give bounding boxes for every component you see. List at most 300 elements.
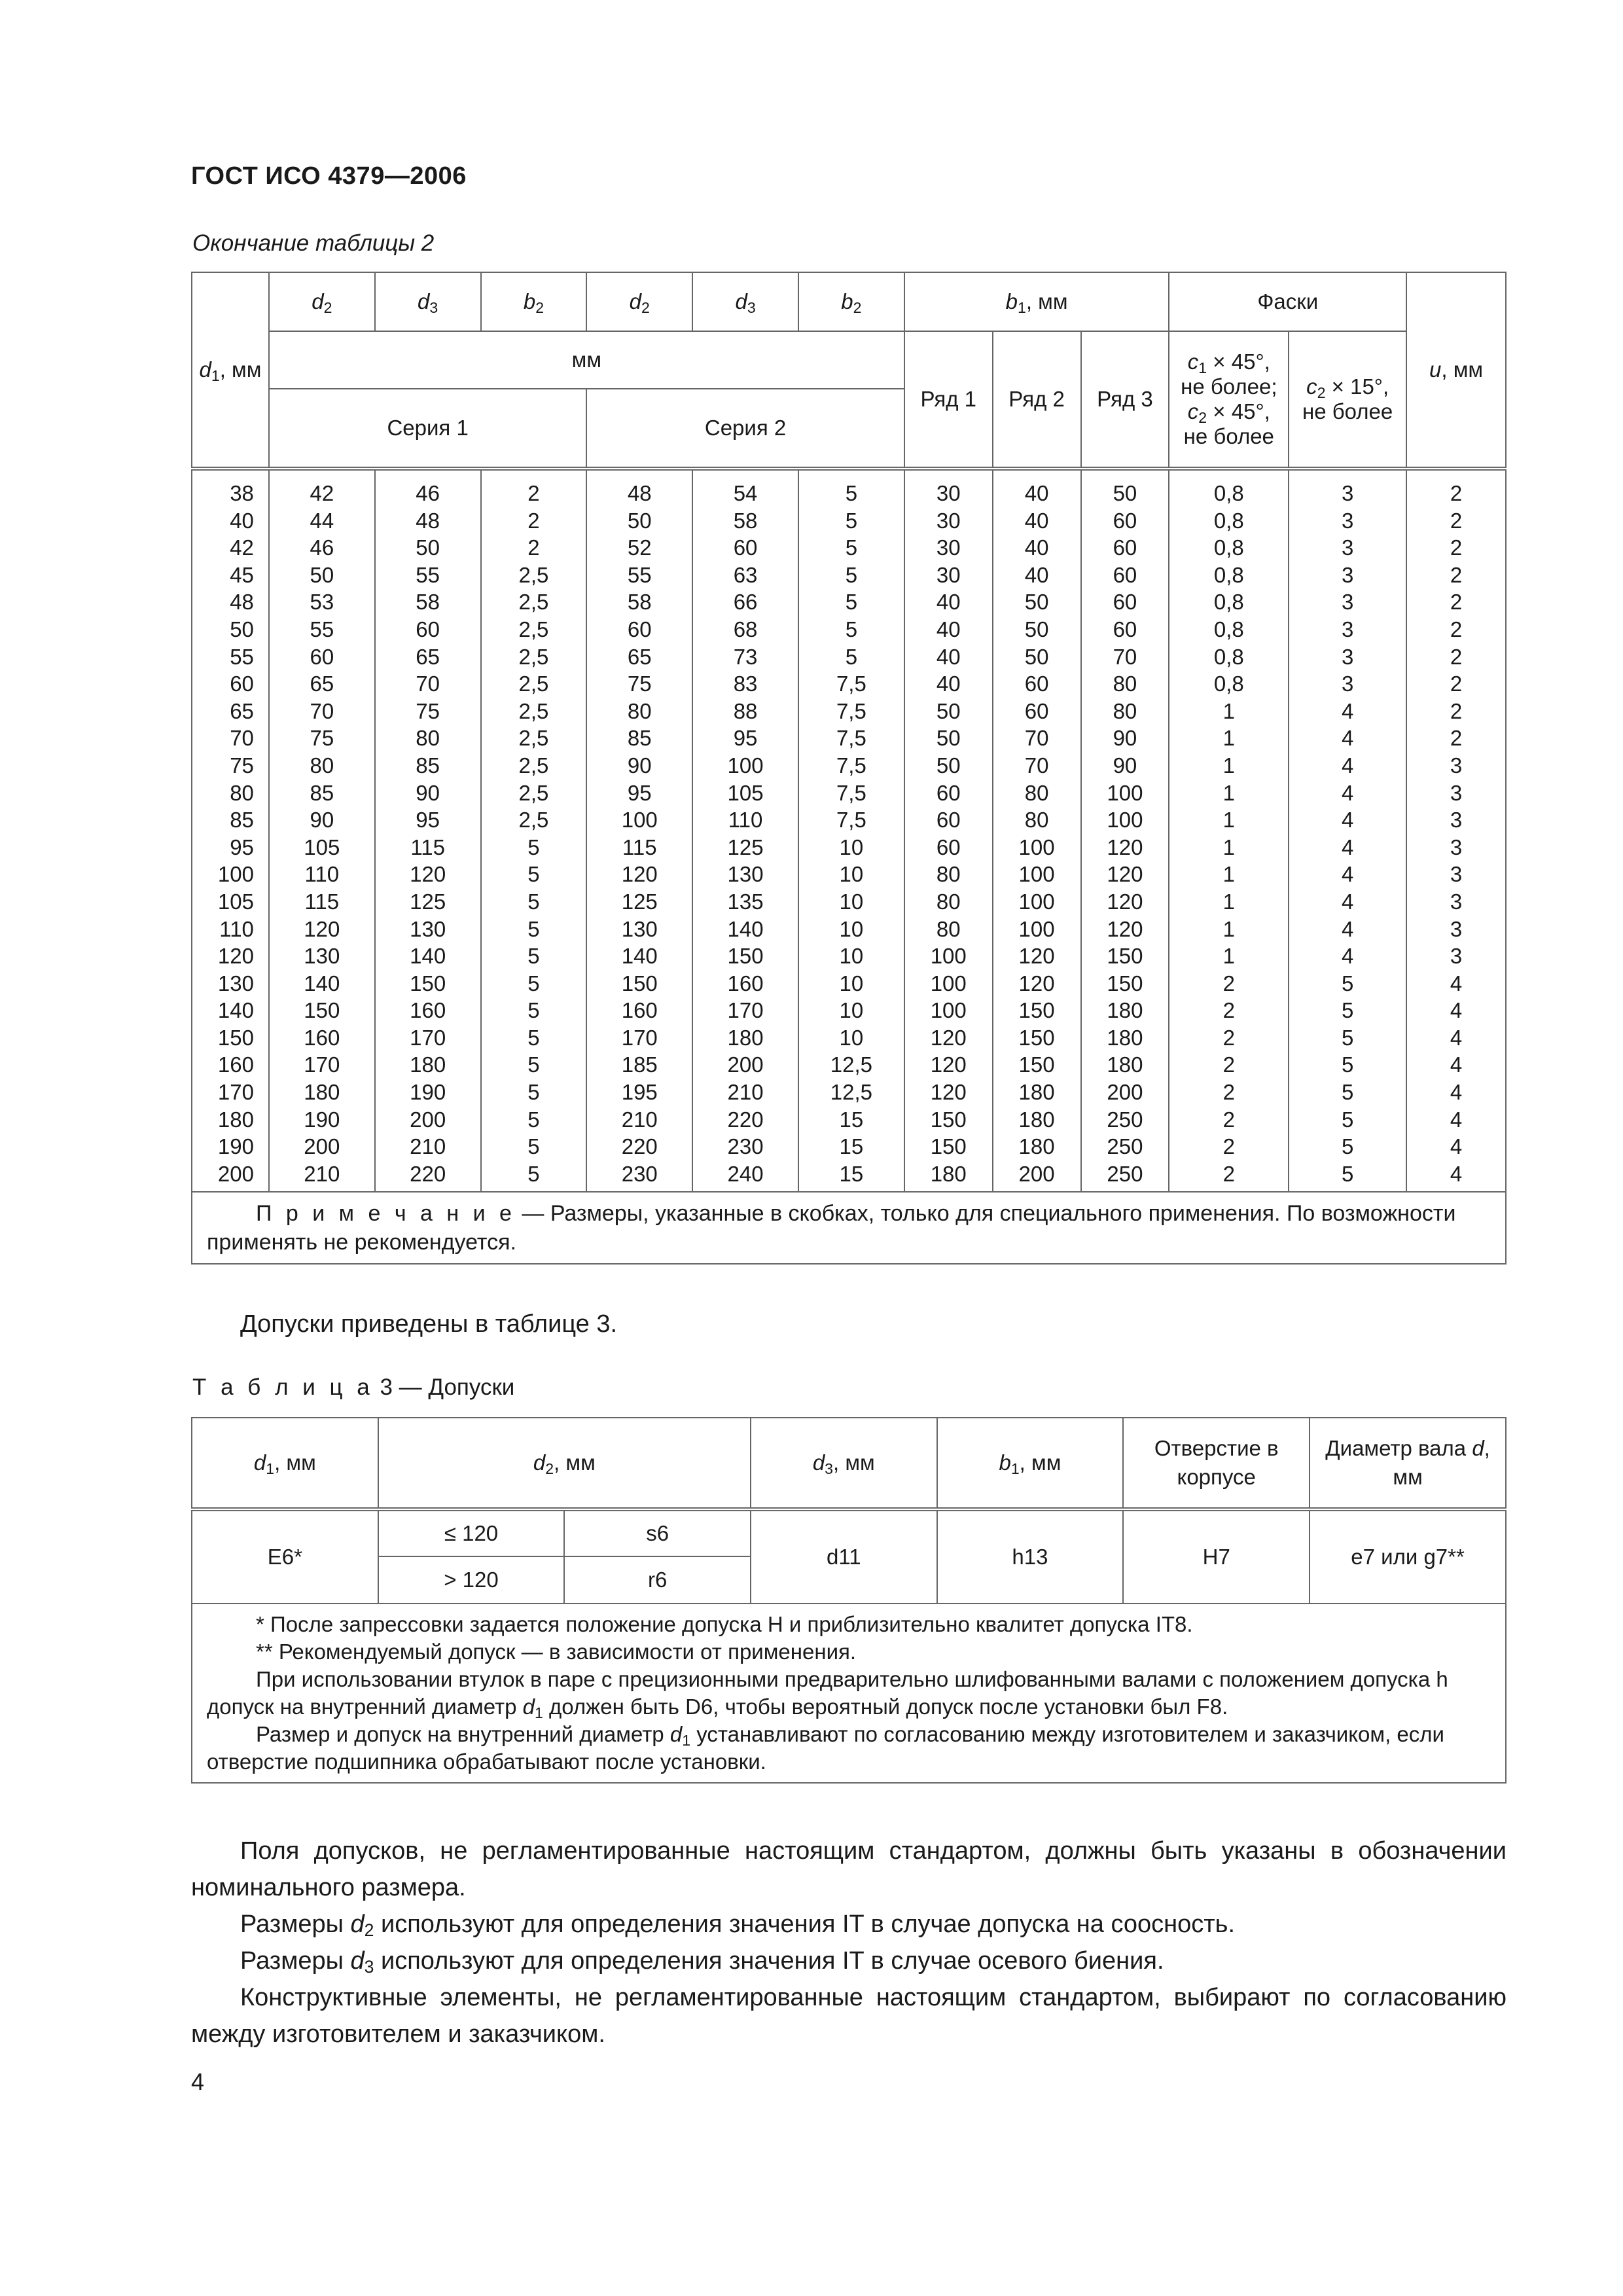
cell-u-11: 3 xyxy=(1450,780,1463,805)
cell-d2-s1-23: 190 xyxy=(304,1107,340,1132)
cell-c15-13: 4 xyxy=(1341,834,1354,859)
cell-d3-s1-9: 80 xyxy=(416,726,440,751)
cell-c15-18: 5 xyxy=(1341,971,1354,996)
cell-u-17: 3 xyxy=(1450,944,1463,969)
cell-c15-0: 3 xyxy=(1341,481,1354,505)
cell-b1-r2-17: 120 xyxy=(1018,944,1055,969)
cell-b1-r1-7: 40 xyxy=(936,672,961,696)
cell-u-2: 2 xyxy=(1450,535,1463,560)
cell-c45-20: 2 xyxy=(1222,1025,1235,1050)
cell-d2-s1-11: 85 xyxy=(310,780,334,805)
cell-b1-r2-12: 80 xyxy=(1024,808,1049,833)
cell-d2-s2-6: 65 xyxy=(627,644,652,669)
cell-d1-2: 42 xyxy=(230,535,254,560)
cell-u-12: 3 xyxy=(1450,808,1463,833)
cell-c15-12: 4 xyxy=(1341,808,1354,833)
cell-u-16: 3 xyxy=(1450,916,1463,941)
cell-u-19: 4 xyxy=(1450,998,1463,1023)
cell-d1-4: 48 xyxy=(230,590,254,615)
t3-header-b1: $b_1$, мм xyxy=(937,1418,1124,1509)
cell-u-23: 4 xyxy=(1450,1107,1463,1132)
cell-b1-r1-3: 30 xyxy=(936,562,961,587)
cell-b1-r3-12: 100 xyxy=(1107,808,1143,833)
table2-note: П р и м е ч а н и е — Размеры, указанные в скобках, только для специального применения. По возможности применять не рекомендуется. xyxy=(192,1192,1506,1264)
cell-b2-s2-2: 5 xyxy=(845,535,858,560)
cell-b1-r1-14: 80 xyxy=(936,862,961,887)
cell-b1-r3-22: 200 xyxy=(1107,1080,1143,1105)
cell-b2-s1-22: 5 xyxy=(527,1080,540,1105)
cell-b1-r2-15: 100 xyxy=(1018,889,1055,914)
cell-b2-s2-4: 5 xyxy=(845,590,858,615)
cell-c45-18: 2 xyxy=(1222,971,1235,996)
cell-b2-s1-11: 2,5 xyxy=(518,780,549,805)
paragraph-d2-usage: Размеры $d_2$ используют для определения значения IT в случае допуска на соосность. xyxy=(240,1910,1236,1940)
cell-b1-r3-7: 80 xyxy=(1113,672,1137,696)
cell-d3-s2-13: 125 xyxy=(727,834,764,859)
cell-c15-2: 3 xyxy=(1341,535,1354,560)
cell-d2-s2-7: 75 xyxy=(627,672,652,696)
t3-note-1: * После запрессовки задается положение допуска H и приблизительно квалитет допуска IT8. xyxy=(256,1612,1193,1636)
cell-d2-s2-10: 90 xyxy=(627,753,652,778)
cell-d3-s1-22: 190 xyxy=(410,1080,446,1105)
cell-c45-6: 0,8 xyxy=(1213,644,1244,669)
cell-c15-14: 4 xyxy=(1341,862,1354,887)
cell-u-4: 2 xyxy=(1450,590,1463,615)
cell-b1-r3-25: 250 xyxy=(1107,1161,1143,1186)
cell-c45-0: 0,8 xyxy=(1213,481,1244,505)
cell-c45-13: 1 xyxy=(1222,834,1235,859)
cell-b1-r1-6: 40 xyxy=(936,644,961,669)
cell-b1-r2-0: 40 xyxy=(1024,481,1049,505)
cell-d2-s1-15: 115 xyxy=(304,889,340,914)
cell-b1-r3-2: 60 xyxy=(1113,535,1137,560)
col-d3-s1 xyxy=(375,469,481,1192)
cell-d2-s2-15: 125 xyxy=(621,889,658,914)
cell-c15-22: 5 xyxy=(1341,1080,1354,1105)
cell-b1-r3-8: 80 xyxy=(1113,698,1137,723)
cell-d2-s1-14: 110 xyxy=(304,862,340,887)
cell-b1-r1-18: 100 xyxy=(930,971,967,996)
cell-d1-19: 140 xyxy=(217,998,254,1023)
cell-c45-19: 2 xyxy=(1222,998,1235,1023)
cell-d2-s2-4: 58 xyxy=(627,590,652,615)
cell-b1-r2-18: 120 xyxy=(1018,971,1055,996)
t3-value-d2-tol1: s6 xyxy=(564,1509,751,1556)
cell-b2-s1-0: 2 xyxy=(527,481,540,505)
paragraph-tolerances-ref: Допуски приведены в таблице 3. xyxy=(240,1310,618,1338)
cell-b2-s2-7: 7,5 xyxy=(836,672,866,696)
header-b2-s2: $b_2$ xyxy=(798,272,904,331)
cell-c15-4: 3 xyxy=(1341,590,1354,615)
cell-b1-r2-13: 100 xyxy=(1018,834,1055,859)
cell-b2-s1-17: 5 xyxy=(527,944,540,969)
header-chamfer-15: $c_2 \times 15^\circ$, не более xyxy=(1289,331,1406,469)
cell-d2-s1-21: 170 xyxy=(304,1052,340,1077)
cell-d2-s2-2: 52 xyxy=(627,535,652,560)
cell-b1-r3-13: 120 xyxy=(1107,834,1143,859)
header-d1: $d_1$, мм xyxy=(192,272,269,469)
cell-b1-r2-14: 100 xyxy=(1018,862,1055,887)
cell-b2-s1-5: 2,5 xyxy=(518,617,549,641)
col-d1 xyxy=(192,469,269,1192)
t3-header-hole: Отверстие в корпусе xyxy=(1123,1418,1310,1509)
cell-d2-s2-9: 85 xyxy=(627,726,652,751)
cell-b2-s1-6: 2,5 xyxy=(518,644,549,669)
cell-c45-10: 1 xyxy=(1222,753,1235,778)
cell-c15-19: 5 xyxy=(1341,998,1354,1023)
t3-value-d2-cond1: ≤ 120 xyxy=(378,1509,565,1556)
table2-body xyxy=(192,469,1506,1192)
cell-b2-s2-12: 7,5 xyxy=(836,808,866,833)
header-series1: Серия 1 xyxy=(269,389,586,469)
cell-d1-9: 70 xyxy=(230,726,254,751)
cell-d2-s2-13: 115 xyxy=(622,834,657,859)
cell-d3-s2-15: 135 xyxy=(727,889,764,914)
cell-d3-s2-12: 110 xyxy=(728,808,763,833)
cell-b1-r3-16: 120 xyxy=(1107,916,1143,941)
col-b1-r1 xyxy=(904,469,993,1192)
cell-b2-s1-12: 2,5 xyxy=(518,808,549,833)
cell-d1-5: 50 xyxy=(230,617,254,641)
cell-c15-10: 4 xyxy=(1341,753,1354,778)
cell-d2-s2-3: 55 xyxy=(627,562,652,587)
cell-d3-s1-1: 48 xyxy=(416,508,440,533)
cell-d3-s1-16: 130 xyxy=(410,916,446,941)
t3-value-b1: h13 xyxy=(937,1509,1124,1604)
table2 xyxy=(191,272,1507,1265)
cell-c45-5: 0,8 xyxy=(1213,617,1244,641)
t3-header-d3: $d_3$, мм xyxy=(751,1418,937,1509)
cell-b2-s2-21: 12,5 xyxy=(830,1052,872,1077)
col-b1-r2 xyxy=(993,469,1081,1192)
cell-b2-s2-20: 10 xyxy=(839,1025,864,1050)
cell-d3-s2-24: 230 xyxy=(727,1134,764,1159)
cell-d2-s2-23: 210 xyxy=(621,1107,658,1132)
cell-b2-s2-18: 10 xyxy=(839,971,864,996)
cell-d2-s1-24: 200 xyxy=(304,1134,340,1159)
header-chamfer-45: $c_1 \times 45^\circ$, не более; $c_2 \times 45^\circ$, не более xyxy=(1169,331,1289,469)
header-u: u, мм xyxy=(1406,272,1506,469)
cell-d2-s2-16: 130 xyxy=(621,916,658,941)
cell-b1-r2-3: 40 xyxy=(1024,562,1049,587)
cell-c15-25: 5 xyxy=(1341,1161,1354,1186)
col-b2-s1 xyxy=(481,469,587,1192)
t3-value-d2-cond2: > 120 xyxy=(378,1556,565,1604)
cell-d3-s2-0: 54 xyxy=(733,481,758,505)
cell-b2-s1-7: 2,5 xyxy=(518,672,549,696)
cell-b2-s2-11: 7,5 xyxy=(836,780,866,805)
cell-b1-r2-24: 180 xyxy=(1018,1134,1055,1159)
cell-b1-r2-22: 180 xyxy=(1018,1080,1055,1105)
cell-u-7: 2 xyxy=(1450,672,1463,696)
cell-c15-7: 3 xyxy=(1341,672,1354,696)
cell-b1-r3-14: 120 xyxy=(1107,862,1143,887)
cell-c45-15: 1 xyxy=(1222,889,1235,914)
cell-u-5: 2 xyxy=(1450,617,1463,641)
cell-b1-r1-9: 50 xyxy=(936,726,961,751)
cell-d2-s1-2: 46 xyxy=(310,535,334,560)
cell-d1-13: 95 xyxy=(230,834,254,859)
cell-d1-7: 60 xyxy=(230,672,254,696)
cell-d1-17: 120 xyxy=(217,944,254,969)
cell-b1-r3-6: 70 xyxy=(1113,644,1137,669)
cell-c45-2: 0,8 xyxy=(1213,535,1244,560)
cell-d2-s2-12: 100 xyxy=(621,808,658,833)
body-paragraphs xyxy=(191,1833,1507,2053)
cell-b1-r1-16: 80 xyxy=(936,916,961,941)
cell-d2-s1-13: 105 xyxy=(304,834,340,859)
cell-b1-r3-15: 120 xyxy=(1107,889,1143,914)
cell-u-18: 4 xyxy=(1450,971,1463,996)
header-row3: Ряд 3 xyxy=(1081,331,1169,469)
cell-b2-s1-16: 5 xyxy=(527,916,540,941)
cell-b1-r1-20: 120 xyxy=(930,1025,967,1050)
cell-b1-r3-4: 60 xyxy=(1113,590,1137,615)
cell-d1-21: 160 xyxy=(217,1052,254,1077)
cell-c15-16: 4 xyxy=(1341,916,1354,941)
t3-note-4: Размер и допуск на внутренний диаметр $d_1$ устанавливают по согласованию между изготовителем и заказчиком, если отверстие подшипника обрабатывают после установки. xyxy=(207,1722,1444,1774)
cell-c45-12: 1 xyxy=(1222,808,1235,833)
cell-b1-r3-21: 180 xyxy=(1107,1052,1143,1077)
cell-b1-r1-8: 50 xyxy=(936,698,961,723)
paragraph-d3-usage: Размеры $d_3$ используют для определения значения IT в случае осевого биения. xyxy=(240,1947,1164,1977)
cell-d2-s1-3: 50 xyxy=(310,562,334,587)
cell-d3-s2-8: 88 xyxy=(733,698,758,723)
cell-b1-r1-10: 50 xyxy=(936,753,961,778)
cell-d2-s2-17: 140 xyxy=(621,944,658,969)
cell-d3-s1-21: 180 xyxy=(410,1052,446,1077)
cell-b1-r1-12: 60 xyxy=(936,808,961,833)
cell-b1-r2-6: 50 xyxy=(1024,644,1049,669)
cell-d1-10: 75 xyxy=(230,753,254,778)
cell-b2-s1-25: 5 xyxy=(527,1161,540,1186)
cell-d3-s2-6: 73 xyxy=(733,644,758,669)
cell-d3-s1-17: 140 xyxy=(410,944,446,969)
cell-u-22: 4 xyxy=(1450,1080,1463,1105)
cell-d3-s2-25: 240 xyxy=(727,1161,764,1186)
cell-d3-s1-8: 75 xyxy=(416,698,440,723)
cell-b1-r1-13: 60 xyxy=(936,834,961,859)
cell-d2-s2-1: 50 xyxy=(627,508,652,533)
cell-b1-r1-25: 180 xyxy=(930,1161,967,1186)
cell-b2-s2-14: 10 xyxy=(839,862,864,887)
cell-c45-8: 1 xyxy=(1222,698,1235,723)
cell-u-8: 2 xyxy=(1450,698,1463,723)
cell-d1-12: 85 xyxy=(230,808,254,833)
col-d3-s2 xyxy=(692,469,798,1192)
cell-d2-s2-24: 220 xyxy=(621,1134,658,1159)
cell-b1-r3-9: 90 xyxy=(1113,726,1137,751)
header-d2-s2: $d_2$ xyxy=(586,272,692,331)
cell-c45-17: 1 xyxy=(1222,944,1235,969)
cell-b1-r3-17: 150 xyxy=(1107,944,1143,969)
cell-b1-r1-4: 40 xyxy=(936,590,961,615)
cell-d2-s1-8: 70 xyxy=(310,698,334,723)
t3-value-d2-tol2: r6 xyxy=(564,1556,751,1604)
cell-c45-9: 1 xyxy=(1222,726,1235,751)
col-u xyxy=(1406,469,1506,1192)
cell-c45-22: 2 xyxy=(1222,1080,1235,1105)
cell-b1-r1-24: 150 xyxy=(930,1134,967,1159)
cell-b2-s2-3: 5 xyxy=(845,562,858,587)
cell-c45-23: 2 xyxy=(1222,1107,1235,1132)
page-number: 4 xyxy=(191,2068,205,2095)
cell-b2-s1-19: 5 xyxy=(527,998,540,1023)
cell-d1-8: 65 xyxy=(230,698,254,723)
cell-d1-15: 105 xyxy=(217,889,254,914)
cell-u-3: 2 xyxy=(1450,562,1463,587)
cell-d2-s2-11: 95 xyxy=(627,780,652,805)
cell-d1-24: 190 xyxy=(217,1134,254,1159)
cell-b2-s2-6: 5 xyxy=(845,644,858,669)
t3-header-shaft: Диаметр вала d, мм xyxy=(1310,1418,1506,1509)
cell-d2-s2-19: 160 xyxy=(621,998,658,1023)
cell-d3-s2-21: 200 xyxy=(727,1052,764,1077)
cell-c15-6: 3 xyxy=(1341,644,1354,669)
cell-b1-r1-15: 80 xyxy=(936,889,961,914)
cell-b2-s1-21: 5 xyxy=(527,1052,540,1077)
cell-b1-r2-23: 180 xyxy=(1018,1107,1055,1132)
cell-c45-16: 1 xyxy=(1222,916,1235,941)
header-d3-s2: $d_3$ xyxy=(692,272,798,331)
cell-d1-3: 45 xyxy=(230,562,254,587)
cell-d3-s1-3: 55 xyxy=(416,562,440,587)
cell-b2-s1-8: 2,5 xyxy=(518,698,549,723)
col-d2-s1 xyxy=(269,469,375,1192)
cell-b1-r1-21: 120 xyxy=(930,1052,967,1077)
cell-c45-4: 0,8 xyxy=(1213,590,1244,615)
cell-d1-6: 55 xyxy=(230,644,254,669)
cell-d3-s1-6: 65 xyxy=(416,644,440,669)
cell-b1-r1-23: 150 xyxy=(930,1107,967,1132)
cell-d3-s2-3: 63 xyxy=(733,562,758,587)
cell-d3-s2-1: 58 xyxy=(733,508,758,533)
cell-d1-14: 100 xyxy=(217,862,254,887)
cell-u-0: 2 xyxy=(1450,481,1463,505)
cell-c45-7: 0,8 xyxy=(1213,672,1244,696)
paragraph-design-elements: Конструктивные элементы, не регламентированные настоящим стандартом, выбирают по согласованию между изготовителем и заказчиком. xyxy=(191,1984,1507,2048)
header-mm: мм xyxy=(269,331,904,389)
cell-b2-s1-1: 2 xyxy=(527,508,540,533)
cell-d2-s1-1: 44 xyxy=(310,508,334,533)
cell-d3-s2-10: 100 xyxy=(727,753,764,778)
cell-b1-r2-1: 40 xyxy=(1024,508,1049,533)
cell-c15-11: 4 xyxy=(1341,780,1354,805)
cell-c15-9: 4 xyxy=(1341,726,1354,751)
cell-b1-r2-25: 200 xyxy=(1018,1161,1055,1186)
cell-d3-s1-14: 120 xyxy=(410,862,446,887)
col-b2-s2 xyxy=(798,469,904,1192)
table3-notes xyxy=(192,1604,1506,1783)
cell-d2-s1-17: 130 xyxy=(304,944,340,969)
header-row2: Ряд 2 xyxy=(993,331,1081,469)
cell-b2-s2-0: 5 xyxy=(845,481,858,505)
cell-b2-s2-5: 5 xyxy=(845,617,858,641)
t3-value-shaft: e7 или g7** xyxy=(1310,1509,1506,1604)
cell-b1-r1-1: 30 xyxy=(936,508,961,533)
cell-c45-24: 2 xyxy=(1222,1134,1235,1159)
cell-d3-s1-20: 170 xyxy=(410,1025,446,1050)
table2-caption: Окончание таблицы 2 xyxy=(192,230,435,256)
cell-b2-s2-9: 7,5 xyxy=(836,726,866,751)
cell-b1-r1-2: 30 xyxy=(936,535,961,560)
document-header: ГОСТ ИСО 4379—2006 xyxy=(191,162,467,190)
cell-d1-1: 40 xyxy=(230,508,254,533)
cell-c15-24: 5 xyxy=(1341,1134,1354,1159)
cell-b1-r1-19: 100 xyxy=(930,998,967,1023)
cell-d1-25: 200 xyxy=(217,1161,254,1186)
cell-c45-14: 1 xyxy=(1222,862,1235,887)
cell-d2-s2-8: 80 xyxy=(627,698,652,723)
cell-b2-s2-24: 15 xyxy=(839,1134,864,1159)
cell-d1-0: 38 xyxy=(230,481,254,505)
cell-b1-r3-23: 250 xyxy=(1107,1107,1143,1132)
cell-c45-3: 0,8 xyxy=(1213,562,1244,587)
cell-b1-r3-3: 60 xyxy=(1113,562,1137,587)
cell-u-21: 4 xyxy=(1450,1052,1463,1077)
cell-d2-s2-14: 120 xyxy=(621,862,658,887)
cell-c15-1: 3 xyxy=(1341,508,1354,533)
cell-d2-s1-22: 180 xyxy=(304,1080,340,1105)
cell-c15-15: 4 xyxy=(1341,889,1354,914)
cell-d2-s2-20: 170 xyxy=(621,1025,658,1050)
cell-d3-s2-11: 105 xyxy=(727,780,764,805)
cell-d2-s1-9: 75 xyxy=(310,726,334,751)
cell-c15-8: 4 xyxy=(1341,698,1354,723)
cell-b1-r1-17: 100 xyxy=(930,944,967,969)
cell-b2-s1-15: 5 xyxy=(527,889,540,914)
cell-d3-s1-24: 210 xyxy=(410,1134,446,1159)
cell-b2-s1-14: 5 xyxy=(527,862,540,887)
cell-d3-s1-15: 125 xyxy=(410,889,446,914)
cell-c15-21: 5 xyxy=(1341,1052,1354,1077)
cell-b2-s1-4: 2,5 xyxy=(518,590,549,615)
cell-b1-r1-0: 30 xyxy=(936,481,961,505)
cell-u-1: 2 xyxy=(1450,508,1463,533)
cell-d1-16: 110 xyxy=(219,916,254,941)
cell-d3-s1-23: 200 xyxy=(410,1107,446,1132)
cell-b2-s1-2: 2 xyxy=(527,535,540,560)
cell-b1-r2-19: 150 xyxy=(1018,998,1055,1023)
cell-c45-25: 2 xyxy=(1222,1161,1235,1186)
cell-b2-s1-23: 5 xyxy=(527,1107,540,1132)
cell-d3-s2-4: 66 xyxy=(733,590,758,615)
header-d2-s1: $d_2$ xyxy=(269,272,375,331)
cell-d2-s2-22: 195 xyxy=(621,1080,658,1105)
cell-d3-s2-16: 140 xyxy=(727,916,764,941)
col-c15 xyxy=(1289,469,1406,1192)
cell-d3-s2-9: 95 xyxy=(733,726,758,751)
cell-b2-s1-9: 2,5 xyxy=(518,726,549,751)
cell-d1-11: 80 xyxy=(230,780,254,805)
cell-d2-s1-18: 140 xyxy=(304,971,340,996)
table3-caption: Т а б л и ц а 3 — Допуски xyxy=(192,1374,515,1400)
cell-b1-r2-7: 60 xyxy=(1024,672,1049,696)
col-b1-r3 xyxy=(1081,469,1169,1192)
cell-b2-s1-18: 5 xyxy=(527,971,540,996)
cell-u-9: 2 xyxy=(1450,726,1463,751)
cell-b1-r3-24: 250 xyxy=(1107,1134,1143,1159)
t3-value-hole: H7 xyxy=(1123,1509,1310,1604)
cell-b1-r1-22: 120 xyxy=(930,1080,967,1105)
cell-b2-s2-16: 10 xyxy=(839,916,864,941)
cell-c15-20: 5 xyxy=(1341,1025,1354,1050)
cell-d2-s1-25: 210 xyxy=(304,1161,340,1186)
cell-d2-s2-5: 60 xyxy=(627,617,652,641)
cell-b2-s1-20: 5 xyxy=(527,1025,540,1050)
cell-d3-s2-19: 170 xyxy=(727,998,764,1023)
cell-b1-r2-8: 60 xyxy=(1024,698,1049,723)
